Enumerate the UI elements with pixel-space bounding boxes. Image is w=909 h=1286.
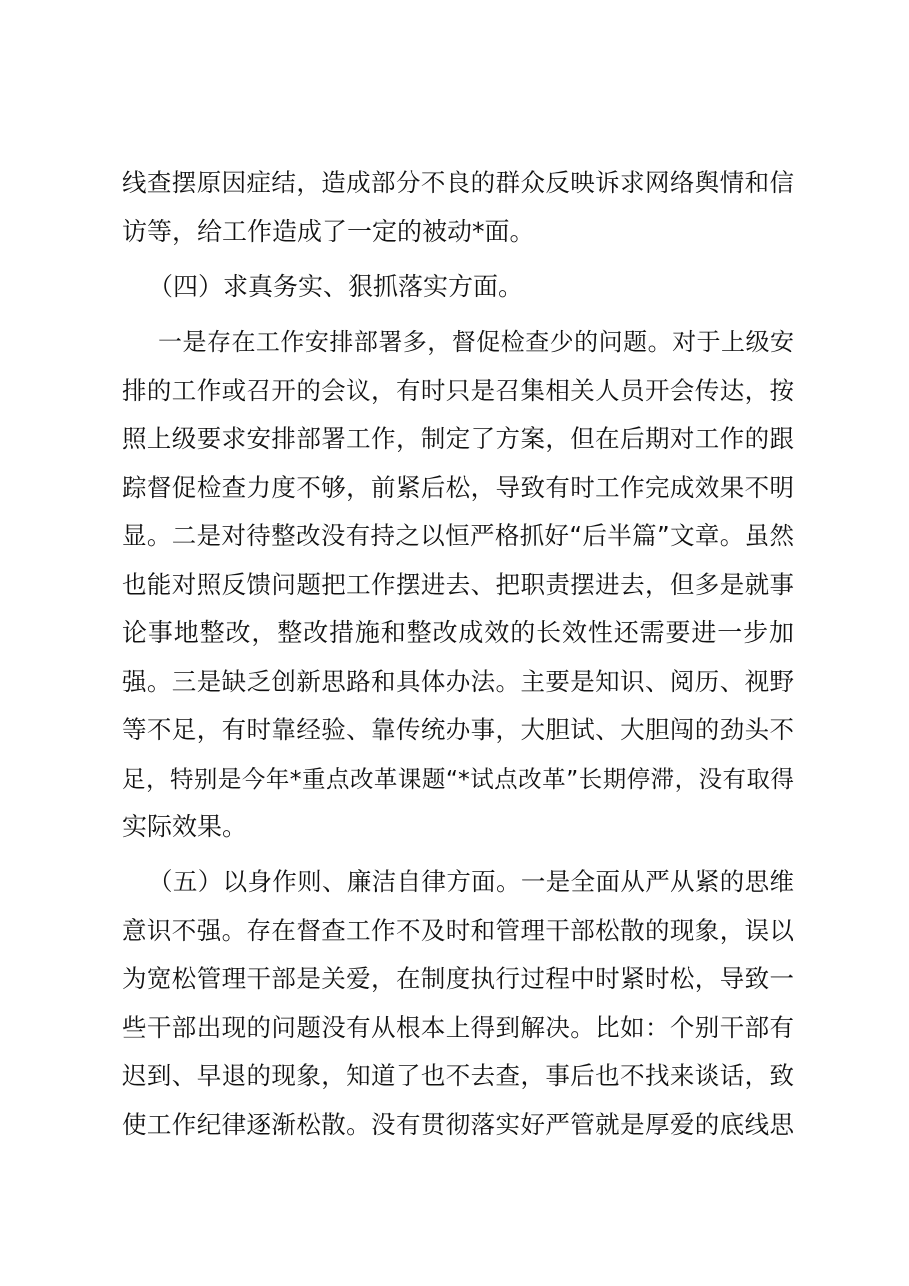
paragraph-line <box>0 419 909 459</box>
paragraph-line <box>0 565 909 605</box>
paragraph-line <box>0 959 909 999</box>
line-text: 等不足，有时靠经验、靠传统办事，大胆试、大胆闯的劲头不 <box>122 715 794 744</box>
line-text: 实际效果。 <box>122 812 248 841</box>
line-text: 迟到、早退的现象，知道了也不去查，事后也不找来谈话，致 <box>122 1061 794 1090</box>
paragraph-line <box>0 322 909 362</box>
line-text: 强。三是缺乏创新思路和具体办法。主要是知识、阅历、视野 <box>122 667 794 696</box>
paragraph-line <box>0 1105 909 1145</box>
paragraph-line <box>0 807 909 847</box>
paragraph-line <box>0 212 909 252</box>
line-text: 线查摆原因症结，造成部分不良的群众反映诉求网络舆情和信 <box>122 168 794 197</box>
paragraph-line <box>0 911 909 951</box>
paragraph-line <box>0 468 909 508</box>
paragraph-line <box>0 1008 909 1048</box>
paragraph-line <box>0 371 909 411</box>
paragraph-line <box>0 1056 909 1096</box>
line-text: 些干部出现的问题没有从根本上得到解决。比如：个别干部有 <box>122 1013 794 1042</box>
paragraph-line <box>0 516 909 556</box>
line-text: 也能对照反馈问题把工作摆进去、把职责摆进去，但多是就事 <box>122 570 794 599</box>
paragraph-line <box>0 710 909 750</box>
line-text: 一是存在工作安排部署多，督促检查少的问题。对于上级安 <box>158 328 794 356</box>
line-text: （五）以身作则、廉洁自律方面。一是全面从严从紧的思维 <box>148 867 794 896</box>
line-text: 踪督促检查力度不够，前紧后松，导致有时工作完成效果不明 <box>122 473 794 502</box>
section-heading <box>0 267 909 307</box>
line-text: 意识不强。存在督查工作不及时和管理干部松散的现象，误以 <box>122 916 794 945</box>
line-text: 足，特别是今年*重点改革课题“*试点改革”长期停滞，没有取得 <box>122 765 794 793</box>
line-text: 为宽松管理干部是关爱，在制度执行过程中时紧时松，导致一 <box>122 964 794 993</box>
paragraph-line <box>0 613 909 653</box>
line-text: 照上级要求安排部署工作，制定了方案，但在后期对工作的跟 <box>122 424 794 453</box>
paragraph-line <box>0 759 909 799</box>
line-text: 排的工作或召开的会议，有时只是召集相关人员开会传达，按 <box>122 376 794 405</box>
paragraph-line <box>0 163 909 203</box>
line-text: 论事地整改，整改措施和整改成效的长效性还需要进一步加 <box>122 618 794 647</box>
line-text: 显。二是对待整改没有持之以恒严格抓好“后半篇”文章。虽然 <box>122 521 794 550</box>
paragraph-line <box>0 662 909 702</box>
line-text: 访等，给工作造成了一定的被动*面。 <box>122 217 535 246</box>
paragraph-line <box>0 862 909 902</box>
heading-text: （四）求真务实、狠抓落实方面。 <box>148 272 524 301</box>
line-text: 使工作纪律逐渐松散。没有贯彻落实好严管就是厚爱的底线思 <box>122 1110 794 1139</box>
